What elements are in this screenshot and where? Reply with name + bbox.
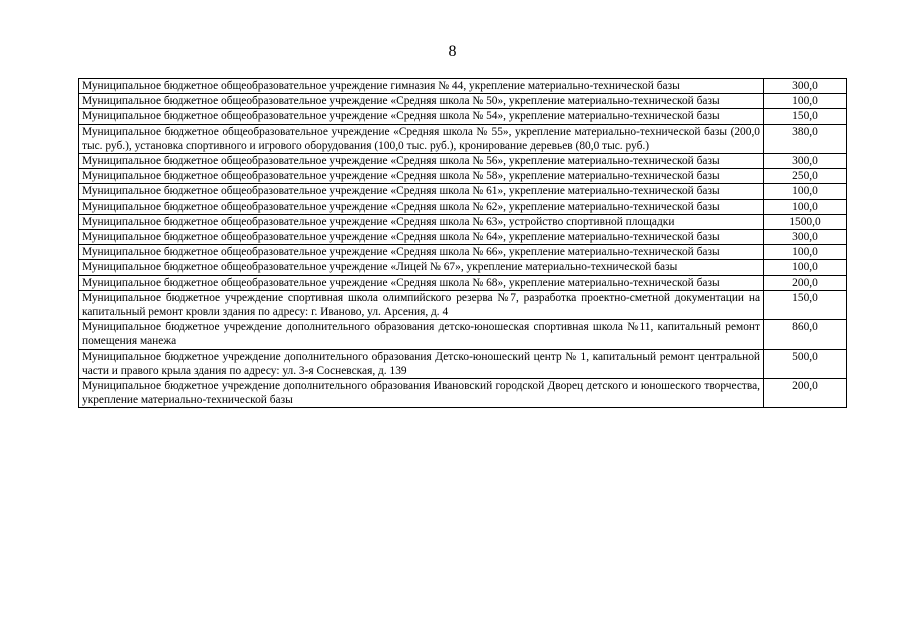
row-amount: 100,0 [764,260,847,275]
row-amount: 250,0 [764,169,847,184]
row-amount: 100,0 [764,199,847,214]
row-description: Муниципальное бюджетное учреждение дополнительного образования Детско-юношеский центр № 1, капитальный ремонт центральной части и правого крыла здания по адресу: ул. 3-я Сосневская, д. 139 [79,349,764,378]
table-row [79,169,847,184]
table-row [79,124,847,153]
row-description: Муниципальное бюджетное учреждение дополнительного образования детско-юношеская спортивная школа №11, капитальный ремонт помещения манежа [79,320,764,349]
row-amount: 150,0 [764,109,847,124]
row-description: Муниципальное бюджетное общеобразовательное учреждение «Средняя школа № 61», укрепление материально-технической базы [79,184,764,199]
table-row [79,245,847,260]
table-row [79,94,847,109]
table-row [79,320,847,349]
row-description: Муниципальное бюджетное учреждение спортивная школа олимпийского резерва №7, разработка проектно-сметной документации на капитальный ремонт кровли здания по адресу: г. Иваново, ул. Арсения, д. 4 [79,290,764,319]
row-amount: 200,0 [764,275,847,290]
row-description: Муниципальное бюджетное общеобразовательное учреждение «Средняя школа № 58», укрепление материально-технической базы [79,169,764,184]
row-description: Муниципальное бюджетное общеобразовательное учреждение «Средняя школа № 68», укрепление материально-технической базы [79,275,764,290]
table-row [79,214,847,229]
table-row [79,184,847,199]
row-description: Муниципальное бюджетное общеобразовательное учреждение «Средняя школа № 62», укрепление материально-технической базы [79,199,764,214]
row-description: Муниципальное бюджетное общеобразовательное учреждение «Средняя школа № 55», укрепление материально-технической базы (200,0 тыс. руб.), установка спортивного и игрового оборудования (100,0 тыс. руб.), кронирование деревьев (80,0 тыс. руб.) [79,124,764,153]
row-amount: 200,0 [764,379,847,408]
table-row [79,379,847,408]
row-amount: 500,0 [764,349,847,378]
row-description: Муниципальное бюджетное общеобразовательное учреждение «Средняя школа № 66», укрепление материально-технической базы [79,245,764,260]
row-description: Муниципальное бюджетное общеобразовательное учреждение «Средняя школа № 50», укрепление материально-технической базы [79,94,764,109]
row-amount: 1500,0 [764,214,847,229]
table-row [79,109,847,124]
table-row [79,199,847,214]
row-amount: 100,0 [764,245,847,260]
budget-table [78,78,847,408]
table-row [79,349,847,378]
row-description: Муниципальное бюджетное общеобразовательное учреждение «Средняя школа № 63», устройство спортивной площадки [79,214,764,229]
table-row [79,79,847,94]
row-description: Муниципальное бюджетное общеобразовательное учреждение «Средняя школа № 56», укрепление материально-технической базы [79,154,764,169]
row-amount: 100,0 [764,94,847,109]
row-amount: 300,0 [764,154,847,169]
row-description: Муниципальное бюджетное общеобразовательное учреждение «Лицей № 67», укрепление материально-технической базы [79,260,764,275]
row-description: Муниципальное бюджетное общеобразовательное учреждение гимназия № 44, укрепление материально-технической базы [79,79,764,94]
row-description: Муниципальное бюджетное общеобразовательное учреждение «Средняя школа № 54», укрепление материально-технической базы [79,109,764,124]
row-description: Муниципальное бюджетное учреждение дополнительного образования Ивановский городской Дворец детского и юношеского творчества, укрепление материально-технической базы [79,379,764,408]
table-row [79,154,847,169]
row-amount: 150,0 [764,290,847,319]
row-description: Муниципальное бюджетное общеобразовательное учреждение «Средняя школа № 64», укрепление материально-технической базы [79,230,764,245]
row-amount: 380,0 [764,124,847,153]
page-number: 8 [448,43,457,60]
row-amount: 860,0 [764,320,847,349]
table-row [79,230,847,245]
table-row [79,275,847,290]
row-amount: 300,0 [764,79,847,94]
table-row [79,290,847,319]
table-row [79,260,847,275]
row-amount: 100,0 [764,184,847,199]
row-amount: 300,0 [764,230,847,245]
